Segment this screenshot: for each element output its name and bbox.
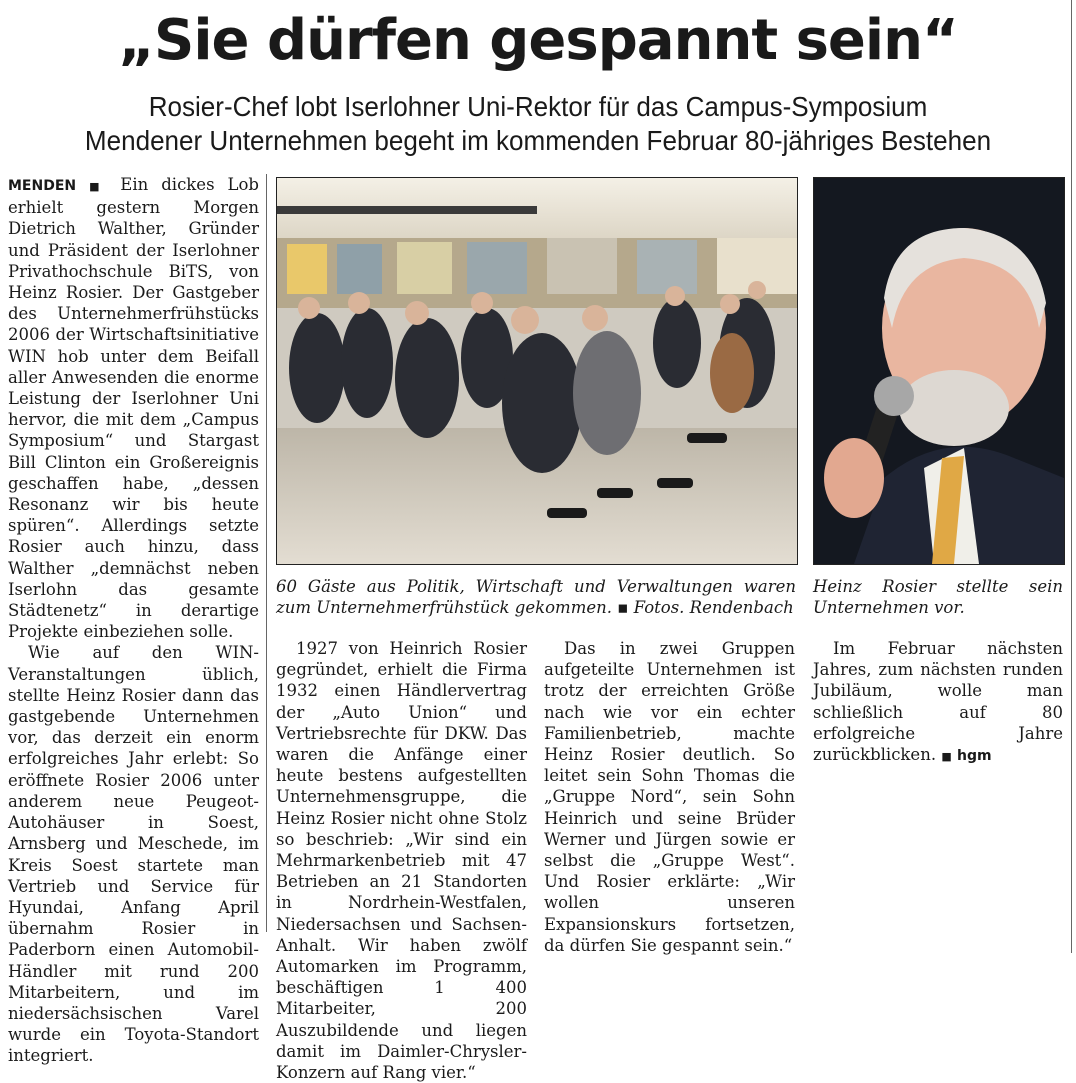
speaker-photo-caption: Heinz Rosier stellte sein Unternehmen vor. bbox=[813, 577, 1063, 617]
speaker-photo bbox=[813, 177, 1065, 565]
subheadline-2: Mendener Unternehmen begeht im kommenden Februar 80-jähriges Bestehen bbox=[84, 125, 992, 156]
col2-paragraph: 1927 von Heinrich Rosier gegründet, erhielt die Firma 1932 einen Händlervertrag der „Auto Union“ und Vertriebsrechte für DKW. Das waren die Anfänge einer heute bestens aufgestellten Unternehmensgruppe, die Heinz Rosier nicht ohne Stolz so beschrieb: „Wir sind ein Mehrmarkenbetrieb mit 47 Betrieben an 21 Standorten in Nordrhein-Westfalen, Niedersachsen und Sachsen-Anhalt. Wir haben zwölf Automarken im Programm, beschäftigen 1 400 Mitarbeiter, 200 Auszubildende und liegen damit im Daimler-Chrysler-Konzern auf Rang vier.“ bbox=[276, 639, 527, 1083]
right-border bbox=[1071, 0, 1072, 953]
dateline: MENDEN bbox=[8, 178, 77, 194]
headline: „Sie dürfen gespannt sein“ bbox=[118, 8, 958, 73]
end-marker-icon: ■ bbox=[941, 750, 952, 764]
column-4 bbox=[813, 638, 1063, 767]
audience-photo-caption: 60 Gäste aus Politik, Wirtschaft und Verwaltungen waren zum Unternehmerfrühstück gekommen. ▪ Fotos. Rendenbach bbox=[276, 577, 796, 617]
audience-photo-image bbox=[277, 178, 797, 564]
speaker-photo-image bbox=[814, 178, 1064, 564]
author-initials: hgm bbox=[956, 748, 992, 765]
column-1 bbox=[8, 174, 259, 1067]
col1-paragraph-1: Ein dickes Lob erhielt gestern Morgen Dietrich Walther, Gründer und Präsident der Iserlohner Privathochschule BiTS, von Heinz Rosier. Der Gastgeber des Unternehmerfrühstücks 2006 der Wirtschaftsinitiative WIN hob unter dem Beifall aller Anwesenden die enorme Leistung der Iserlohner Uni hervor, die mit dem „Campus Symposium“ und Stargast Bill Clinton ein Großereignis geschaffen habe, „dessen Resonanz wir bis heute spüren“. Allerdings setzte Rosier auch hinzu, dass Walther „demnächst neben Iserlohn das gesamte Städtenetz“ in derartige Projekte einbeziehen solle. bbox=[8, 175, 259, 642]
col4-paragraph: Im Februar nächsten Jahres, zum nächsten runden Jubiläum, wolle man schließlich auf 80 erfolgreiche Jahre zurückblicken. bbox=[813, 639, 1063, 765]
audience-photo bbox=[276, 177, 798, 565]
column-3 bbox=[544, 638, 795, 955]
subheadline-1: Rosier-Chef lobt Iserlohner Uni-Rektor für das Campus-Symposium bbox=[148, 91, 928, 122]
column-divider bbox=[266, 174, 267, 932]
column-2 bbox=[276, 638, 527, 1083]
col3-paragraph: Das in zwei Gruppen aufgeteilte Unternehmen ist trotz der erreichten Größe nach wie vor ein echter Familienbetrieb, machte Heinz Rosier deutlich. So leitet sein Sohn Thomas die „Gruppe Nord“, sein Sohn Heinrich und seine Brüder Werner und Jürgen sowie er selbst die „Gruppe West“. Und Rosier erklärte: „Wir wollen unseren Expansionskurs fortsetzen, da dürfen Sie gespannt sein.“ bbox=[544, 639, 795, 955]
dateline-marker-icon: ■ bbox=[89, 180, 108, 193]
col1-paragraph-2: Wie auf den WIN-Veranstaltungen üblich, stellte Heinz Rosier dann das gastgebende Unternehmen vor, das derzeit ein enorm erfolgreiches Jahr erlebt: So eröffnete Rosier 2006 unter anderem neue Peugeot-Autohäuser in Soest, Arnsberg und Meschede, im Kreis Soest startete man Vertrieb und Service für Hyundai, Anfang April übernahm Rosier in Paderborn einen Automobil-Händler mit rund 200 Mitarbeitern, und im niedersächsischen Varel wurde ein Toyota-Standort integriert. bbox=[8, 643, 259, 1066]
